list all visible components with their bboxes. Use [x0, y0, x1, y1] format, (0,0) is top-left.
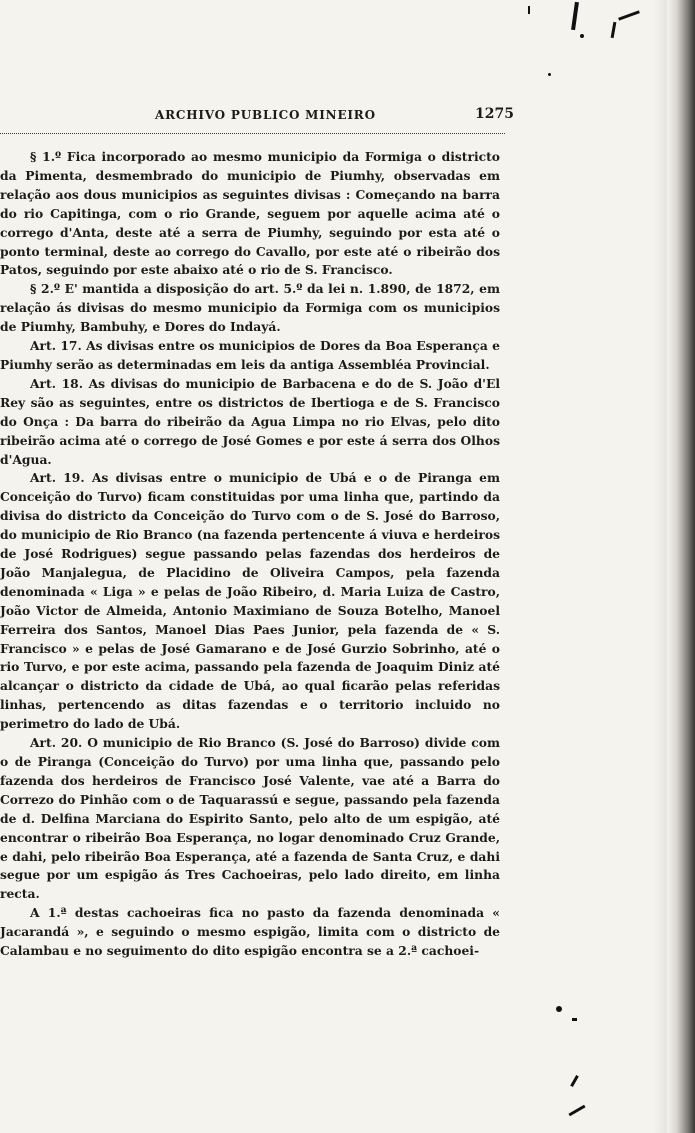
scan-shadow	[653, 0, 667, 1133]
paragraph-cachoeiras: A 1.ª destas cachoeiras fica no pasto da fazenda denominada « Jacarandá », e seguindo o mesmo espigão, limita com o districto de Calambau e no seguimento do dito espigão encontra se a 2.ª cachoei-	[0, 905, 500, 959]
scan-mark-8	[572, 1018, 577, 1021]
running-title: ARCHIVO PUBLICO MINEIRO	[155, 108, 376, 122]
scan-mark-7	[556, 1006, 562, 1012]
paragraph-art19: Art. 19. As divisas entre o municipio de Ubá e o de Piranga em Conceição do Turvo) ficam constituidas por uma linha que, partindo da divisa do districto da Conceição do Turvo com o de S. José do Barroso, do municipio de Rio Branco (na fazenda pertencente á viuva e herdeiros de José Rodrigues) segue passando pelas fazendas dos herdeiros de João Manjalegua, de Placidino de Oliveira Campos, pela fazenda denominada « Liga » e pelas de João Ribeiro, d. Maria Luiza de Castro, João Victor de Almeida, Antonio Maximiano de Souza Botelho, Manoel Ferreira dos Santos, Manoel Dias Paes Junior, pela fazenda de « S. Francisco » e pelas de José Gamarano e de José Gurzio Sobrinho, até o rio Turvo, e por este acima, passando pela fazenda de Joaquim Diniz até alcançar o districto da cidade de Ubá, ao qual ficarão pelas referidas linhas, pertencendo as ditas fazendas e o territorio incluido no perimetro do lado de Ubá.	[0, 470, 500, 732]
scan-mark-4	[611, 22, 617, 38]
paragraph-art17: Art. 17. As divisas entre os municipios de Dores da Boa Esperança e Piumhy serão as determinadas em leis da antiga Assembléa Provincial.	[0, 338, 500, 372]
running-header	[0, 108, 640, 128]
paragraph-art20: Art. 20. O municipio de Rio Branco (S. José do Barroso) divide com o de Piranga (Conceição do Turvo) por uma linha que, passando pelo fazenda dos herdeiros de Francisco José Valente, vae até a Barra do Correzo do Pinhão com o de Taquarassú e segue, passando pela fazenda de d. Delfina Marciana do Espirito Santo, pelo alto de um espigão, até encontrar o ribeirão Boa Esperança, no logar denominado Cruz Grande, e dahi, pelo ribeirão Boa Esperança, até a fazenda de Santa Cruz, e dahi segue por um espigão ás Tres Cachoeiras, pelo lado direito, em linha recta.	[0, 735, 500, 902]
page-number: 1275	[475, 106, 514, 122]
scan-mark-1	[571, 2, 579, 30]
scan-mark-2	[580, 34, 584, 38]
header-rule	[0, 133, 505, 134]
scan-mark-9	[570, 1075, 579, 1087]
paragraph-art16-s2: § 2.º E' mantida a disposição do art. 5.º da lei n. 1.890, de 1872, em relação ás divisas do mesmo municipio da Formiga com os municipios de Piumhy, Bambuhy, e Dores do Indayá.	[0, 281, 500, 335]
scan-mark-3	[618, 10, 640, 20]
page-edge	[667, 0, 695, 1133]
scan-mark-10	[568, 1105, 585, 1117]
scan-mark-5	[528, 6, 530, 14]
scan-mark-6	[548, 73, 551, 76]
paragraph-art18: Art. 18. As divisas do municipio de Barbacena e do de S. João d'El Rey são as seguintes, entre os districtos de Ibertioga e de S. Francisco do Onça : Da barra do ribeirão da Agua Limpa no rio Elvas, pelo dito ribeirão acima até o corrego de José Gomes e por este á serra dos Olhos d'Agua.	[0, 375, 500, 467]
paragraph-art16-s1: § 1.º Fica incorporado ao mesmo municipio da Formiga o districto da Pimenta, desmembrado do municipio de Piumhy, observadas em relação aos dous municipios as seguintes divisas : Começando na barra do rio Capitinga, com o rio Grande, seguem por aquelle acima até o corrego d'Anta, deste até a serra de Piumhy, seguindo por esta até o ponto terminal, deste ao corrego do Cavallo, por este até o ribeirão dos Patos, seguindo por este abaixo até o rio de S. Francisco.	[0, 149, 500, 278]
body-text	[0, 148, 500, 961]
